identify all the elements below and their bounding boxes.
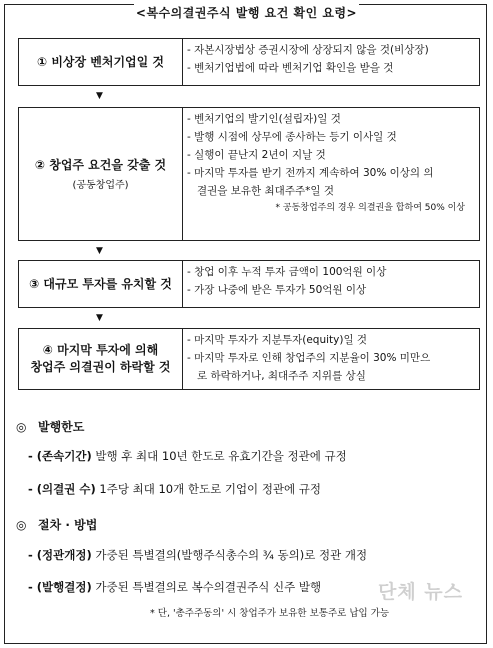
requirement-heading-box (19, 39, 183, 85)
detail-line: - 실행이 끝난지 2년이 지날 것 (187, 149, 326, 161)
requirement-heading: ② 창업주 요건을 갖출 것 (34, 158, 167, 172)
section-heading (16, 516, 97, 533)
section-item (28, 579, 321, 595)
title-wrap (0, 2, 493, 21)
detail-line: - 발행 시점에 상무에 종사하는 등기 이사일 것 (187, 131, 397, 143)
requirement-subheading: (공동창업주) (72, 180, 129, 191)
section-item (28, 448, 347, 464)
item-label: - (존속기간) (28, 449, 92, 463)
section-heading (16, 418, 84, 435)
item-text: 가중된 특별결의(발행주식총수의 ¾ 동의)로 정관 개정 (91, 548, 368, 562)
requirement-heading-box (19, 108, 183, 240)
item-text: 발행 후 최대 10년 한도로 유효기간을 정관에 규정 (91, 449, 347, 463)
down-arrow-icon: ▼ (96, 313, 103, 323)
section-mark-icon: ◎ (16, 420, 27, 434)
requirement-box-2 (18, 107, 480, 241)
requirement-heading-box (19, 329, 183, 389)
section-heading-text: 절차 · 방법 (38, 518, 98, 532)
document-title: <복수의결권주식 발행 요건 확인 요령> (135, 6, 358, 20)
detail-line: - 마지막 투자를 받기 전까지 계속하여 30% 이상의 의 (187, 167, 434, 179)
down-arrow-icon: ▼ (96, 91, 103, 101)
requirement-box-3 (18, 260, 480, 308)
detail-line: - 벤처기업법에 따라 벤처기업 확인을 받을 것 (187, 62, 394, 74)
requirement-heading: 창업주 의결권이 하락할 것 (30, 360, 171, 374)
detail-line: - 마지막 투자로 인해 창업주의 지분율이 30% 미만으 (187, 352, 431, 364)
down-arrow-icon: ▼ (96, 246, 103, 256)
detail-line: - 가장 나중에 받은 투자가 50억원 이상 (187, 284, 367, 296)
requirement-box-1 (18, 38, 480, 86)
requirement-details (183, 39, 479, 85)
item-label: - (발행결정) (28, 580, 92, 594)
requirement-details (183, 108, 479, 240)
requirement-heading: ④ 마지막 투자에 의해 (42, 343, 159, 357)
requirement-heading: ③ 대규모 투자를 유치할 것 (29, 276, 172, 291)
requirement-box-4 (18, 328, 480, 390)
item-text: 1주당 최대 10개 한도로 기업이 정관에 규정 (95, 482, 322, 496)
detail-line: - 벤처기업의 발기인(설립자)일 것 (187, 113, 341, 125)
detail-note: * 공동창업주의 경우 의결권을 합하여 50% 이상 (275, 203, 465, 213)
requirement-heading: ① 비상장 벤처기업일 것 (36, 54, 165, 69)
item-text: 가중된 특별결의로 복수의결권주식 신주 발행 (91, 580, 322, 594)
requirement-details (183, 329, 479, 389)
watermark: 단체 뉴스 (377, 581, 463, 603)
item-label: - (정관개정) (28, 548, 92, 562)
section-item (28, 481, 321, 497)
requirement-details (183, 261, 479, 307)
detail-line: - 창업 이후 누적 투자 금액이 100억원 이상 (187, 266, 387, 278)
requirement-heading-box (19, 261, 183, 307)
detail-line: - 자본시장법상 증권시장에 상장되지 않을 것(비상장) (187, 44, 429, 56)
detail-line: 로 하락하거나, 최대주주 지위를 상실 (197, 370, 366, 382)
detail-line: - 마지막 투자가 지분투자(equity)일 것 (187, 334, 368, 346)
section-item (28, 547, 367, 563)
detail-line: 결권을 보유한 최대주주*일 것 (197, 185, 334, 197)
section-heading-text: 발행한도 (38, 420, 85, 434)
footnote: * 단, '총주주동의' 시 창업주가 보유한 보통주로 납입 가능 (150, 608, 390, 619)
item-label: - (의결권 수) (28, 482, 96, 496)
section-mark-icon: ◎ (16, 518, 27, 532)
